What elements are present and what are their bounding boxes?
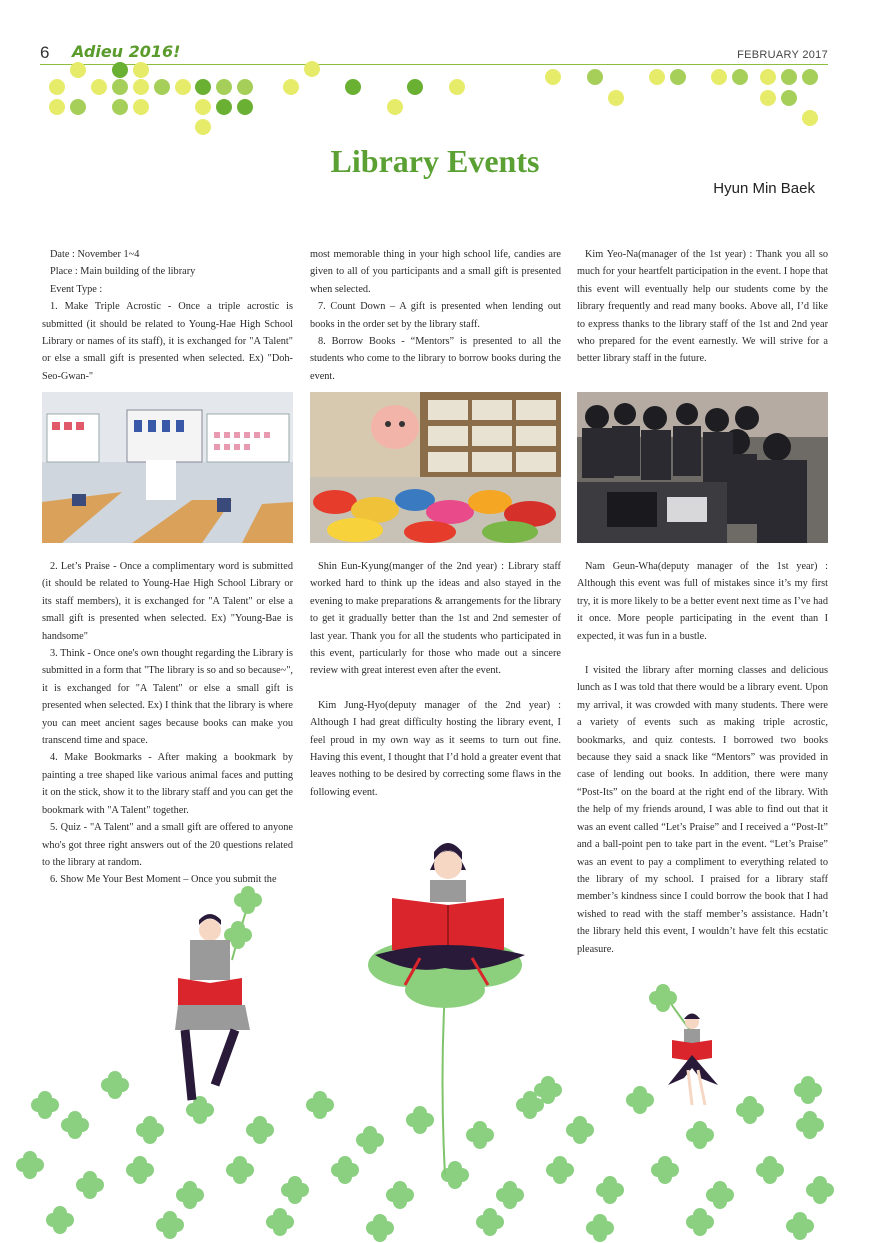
paragraph: 3. Think - Once one's own thought regarding the Library is submitted in a form that "The library is so and so because~", it is exchanged for "A Talent" or else a small gift is presented when selected. Ex) I think that the library is where you can meet ancient sages because books can make you transcend time and space. [42,648,293,747]
article-author: Hyun Min Baek [713,180,815,197]
column-2-bottom [310,558,561,801]
column-1-top [42,246,293,385]
paragraph: Event Type : [50,283,103,295]
paragraph: Nam Geun-Wha(deputy manager of the 1st year) : Although this event was full of mistakes since it’s my first try, it is more likely to be a better event next time as I’ve had it once. More people participating in the event than I expected, it was fun in a bustle. [577,561,828,642]
paragraph: most memorable thing in your high school life, candies are given to all of you participants and a small gift is presented when selected. [310,249,561,295]
paragraph: Shin Eun-Kyung(manger of the 2nd year) : Library staff worked hard to think up the ideas and also stayed in the evening to make preparations & arrangements for the library to get it gradually better than the 1st and 2nd semester of last year. Thank you for all the students who participated in this event, particularly for those who made out a sincere review with great interest even after the event. [310,561,561,677]
reading-illustration [0,820,870,1243]
page-number: 6 [40,43,50,62]
paragraph: 8. Borrow Books - “Mentors” is presented to all the students who come to the library to borrow books during the event. [310,336,561,382]
paragraph: 7. Count Down – A gift is presented when lending out books in the order set by the library staff. [310,301,561,330]
paragraph: 1. Make Triple Acrostic - Once a triple acrostic is submitted (it should be related to Young-Hae High School Library or names of its staff), it is exchanged for "A Talent" or else a small gift is presented when selected. Ex) "Doh-Seo-Gwan-" [42,301,293,382]
article-title: Library Events [330,143,540,179]
magazine-logo: Adieu 2016! [72,42,181,61]
column-3-top [577,246,828,368]
column-2-top [310,246,561,385]
paragraph: 4. Make Bookmarks - After making a bookmark by painting a tree shaped like various animal faces and putting it on the stick, show it to the library staff and you can get the bookmark with "A Talent" together. [42,752,293,816]
paragraph: I visited the library after morning classes and delicious lunch as I was told that there would be a library event. Upon my arrival, it was crowded with many students. There were a variety of events such as making triple acrostic, bookmarks, and quiz contests. I borrowed two books because they said a snack like “Mentors” was provided in case of lending out books. In addition, there were many “Post-Its” on the board at the right end of the library. With the help of my friends around, I was able to find out that it was an event called “Let’s Praise” and I received a “Post-It” and a ball-point pen to take part in the event. “Let’s Praise” was an event to pay a compliment to everything related to the library of my school. I praised for a library staff member’s kindness since I could borrow the book that I had wished to read with the staff member’s assistance. Hadn’t the library held this event, I wouldn’t have felt this ecstatic pleasure. [577,665,828,955]
photo-library-classroom [42,392,293,543]
paragraph: 5. Quiz - "A Talent" and a small gift are offered to anyone who's got three right answers out of the 20 questions related to the library at random. [42,822,293,868]
paragraph: Kim Yeo-Na(manager of the 1st year) : Thank you all so much for your heartfelt participation in the event. I hope that this event will eventually help our students come by the library frequently and read many books. Above all, I’d like to express thanks to the library staff of the 1st and 2nd year who prepared for the event earnestly. We will strive for a better library staff in the future. [577,249,828,365]
paragraph: 6. Show Me Your Best Moment – Once you submit the [50,874,277,886]
paragraph: Kim Jung-Hyo(deputy manager of the 2nd year) : Although I had great difficulty hosting the library event, I feel proud in my own way as it seems to turn out fine. Having this event, I thought that I’d hold a greater event that leaves nothing to be desired by correcting some flaws in the following event. [310,699,561,798]
photo-snack-table [310,392,561,543]
header-divider [40,64,828,65]
paragraph: Date : November 1~4 [50,249,140,260]
paragraph: Place : Main building of the library [50,266,196,278]
photo-students-desk [577,392,828,543]
issue-date: FEBRUARY 2017 [737,49,828,61]
decorative-dots [0,0,870,140]
paragraph: 2. Let’s Praise - Once a complimentary word is submitted (it should be related to Young-Hae High School Library or its staff members), it is exchanged for "A Talent" or else a small gift is presented when selected. Ex) "Young-Bae is handsome" [42,561,293,642]
